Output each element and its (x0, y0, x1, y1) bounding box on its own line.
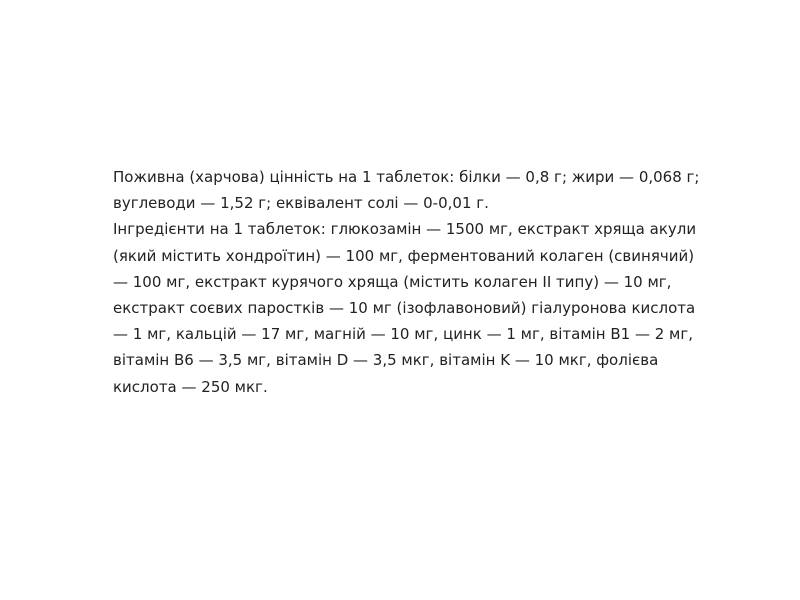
ingredients-paragraph: Інгредієнти на 1 таблеток: глюкозамін — 1500 мг, екстракт хряща акули (який містить хондроїтин) — 100 мг, ферментований колаген (свинячий) — 100 мг, екстракт курячого хряща (містить колаген II типу) — 10 мг, екстракт соєвих паростків — 10 мг (ізофлавоновий) гіалуронова кислота — 1 мг, кальцій — 17 мг, магній — 10 мг, цинк — 1 мг, вітамін B1 — 2 мг, вітамін B6 — 3,5 мг, вітамін D — 3,5 мкг, вітамін K — 10 мкг, фолієва кислота — 250 мкг. (113, 220, 697, 396)
nutrition-paragraph: Поживна (харчова) цінність на 1 таблеток: білки — 0,8 г; жири — 0,068 г; вуглеводи — 1,52 г; еквівалент солі — 0-0,01 г. (113, 168, 700, 213)
product-description (113, 164, 703, 400)
